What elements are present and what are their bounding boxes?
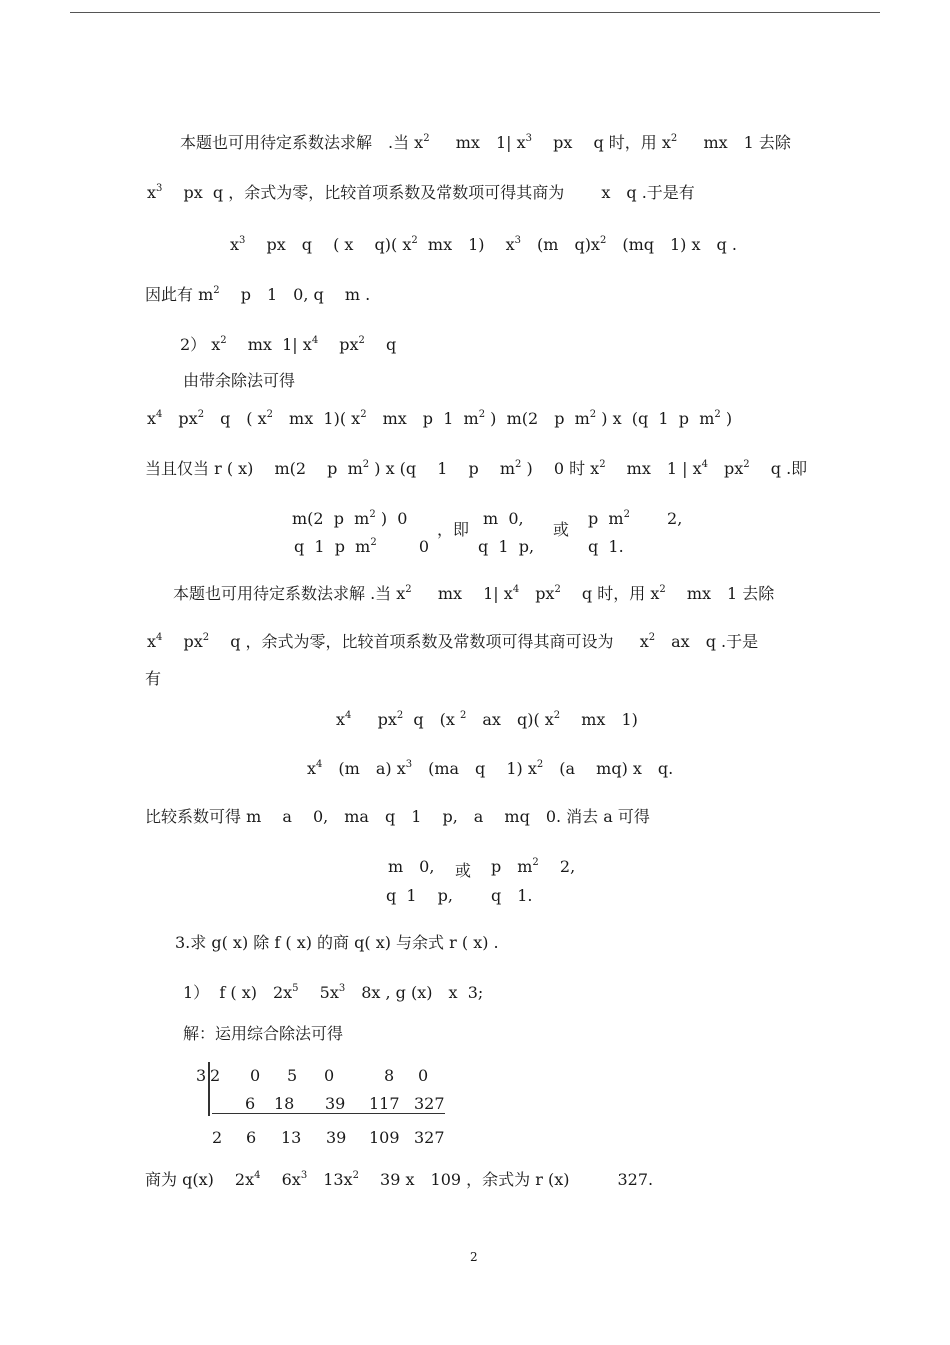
division-cell: 39 bbox=[326, 1128, 347, 1147]
header-rule bbox=[70, 12, 880, 13]
paragraph-line: 比较系数可得 m a 0, ma q 1 p, a mq 0. 消去 a 可得 bbox=[145, 807, 650, 826]
division-cell: 327 bbox=[414, 1094, 445, 1113]
system-line: p $m^2$ 2, bbox=[588, 509, 683, 528]
division-cell: 18 bbox=[274, 1094, 295, 1113]
system-line: q 1 p $m^2$ 0 bbox=[294, 537, 430, 556]
problem-heading: 3.求 g( x) 除 f ( x) 的商 q( x) 与余式 r ( x) . bbox=[175, 933, 499, 952]
page-number: 2 bbox=[470, 1250, 478, 1264]
division-cell: 5 bbox=[287, 1066, 298, 1085]
paragraph-line: 本题也可用待定系数法求解 .当 $x^2$ mx 1| $x^3$ px q 时，用 $x^2$ mx 1 去除 bbox=[180, 133, 791, 152]
paragraph-line: 由带余除法可得 bbox=[183, 371, 296, 390]
system-text: ，即 bbox=[437, 520, 470, 539]
division-cell: 0 bbox=[418, 1066, 429, 1085]
paragraph-line: 本题也可用待定系数法求解 .当 $x^2$ mx 1| $x^4$ $px^2$ q 时，用 $x^2$ mx 1 去除 bbox=[173, 584, 775, 603]
subproblem-line: 2） $x^2$ mx 1| $x^4$ $px^2$ q bbox=[180, 335, 397, 354]
paragraph-line: 有 bbox=[145, 669, 162, 688]
system-line: m 0, bbox=[483, 509, 524, 528]
division-cell: 0 bbox=[250, 1066, 261, 1085]
paragraph-line: 因此有 $m^2$ p 1 0, q m . bbox=[145, 285, 371, 304]
system-line: m 0, bbox=[388, 857, 435, 876]
division-cell: 13 bbox=[281, 1128, 302, 1147]
equation-line: $x^4$ (m a) $x^3$ (ma q 1) $x^2$ (a mq) x q. bbox=[307, 759, 674, 778]
paragraph-line: 当且仅当 r ( x) m(2 p $m^2$ ) x (q 1 p $m^2$ ) 0 时 $x^2$ mx 1 | $x^4$ $px^2$ q .即 bbox=[145, 459, 808, 478]
division-cell: 6 bbox=[246, 1128, 257, 1147]
division-cell: 0 bbox=[324, 1066, 335, 1085]
division-cell: 2 bbox=[210, 1066, 221, 1085]
equation-line: $x^4$ $px^2$ q ( $x^2$ mx 1)( $x^2$ mx p 1 $m^2$ ) m(2 p $m^2$ ) x (q 1 p $m^2$ ) bbox=[147, 409, 733, 428]
division-cell: 117 bbox=[369, 1094, 400, 1113]
division-cell: 39 bbox=[325, 1094, 346, 1113]
system-text: 或 bbox=[553, 520, 570, 539]
system-line: q 1 p, bbox=[386, 886, 454, 905]
system-text: 或 bbox=[455, 861, 472, 880]
system-line: m(2 p $m^2$ ) 0 bbox=[292, 509, 408, 528]
subproblem-line: 1） f ( x) $2x^5$ $5x^3$ 8x , g (x) x 3; bbox=[183, 983, 484, 1002]
system-line: p $m^2$ 2, bbox=[491, 857, 576, 876]
equation-line: $x^3$ px q ( x q)( $x^2$ mx 1) $x^3$ (m $q)x^2$ (mq 1) x q . bbox=[230, 235, 737, 254]
system-line: q 1. bbox=[491, 886, 533, 905]
answer-line: 商为 q(x) $2x^4$ $6x^3$ $13x^2$ 39 x 109 ，余式为 r (x) 327. bbox=[145, 1170, 654, 1189]
paragraph-line: $x^4$ $px^2$ q ，余式为零，比较首项系数及常数项可得其商可设为 $x^2$ ax q .于是 bbox=[147, 632, 759, 651]
division-cell: 109 bbox=[369, 1128, 400, 1147]
solution-line: 解：运用综合除法可得 bbox=[183, 1024, 344, 1043]
equation-line: $x^4$ $px^2$ q (x $^2$ ax q)( $x^2$ mx 1) bbox=[336, 710, 638, 729]
system-line: q 1 p, bbox=[478, 537, 535, 556]
division-cell: 2 bbox=[212, 1128, 223, 1147]
division-cell: 8 bbox=[384, 1066, 395, 1085]
division-divisor: 3 bbox=[196, 1066, 207, 1085]
division-cell: 6 bbox=[245, 1094, 256, 1113]
system-line: q 1. bbox=[588, 537, 624, 556]
division-cell: 327 bbox=[414, 1128, 445, 1147]
paragraph-line: $x^3$ px q ，余式为零，比较首项系数及常数项可得其商为 x q .于是有 bbox=[147, 183, 695, 202]
